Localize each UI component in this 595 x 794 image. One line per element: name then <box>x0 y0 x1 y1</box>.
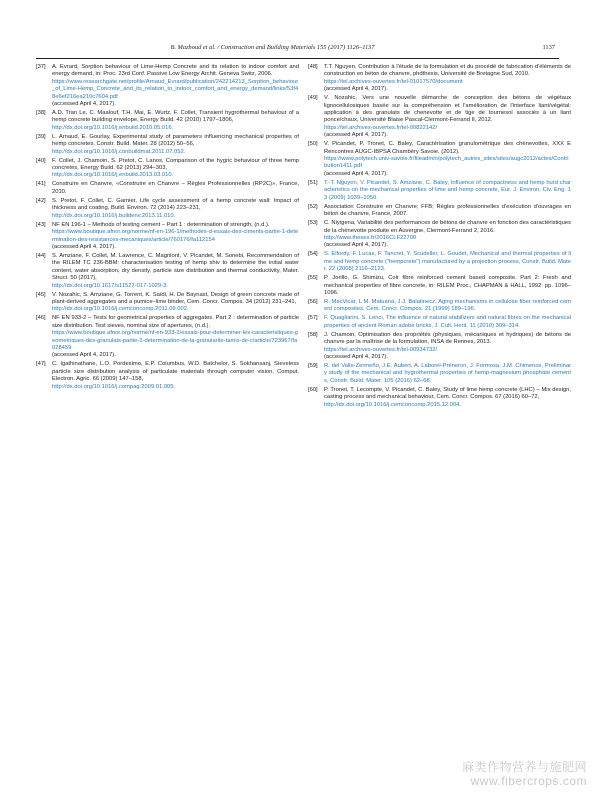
reference-item <box>36 64 299 108</box>
reference-link[interactable]: https://tel.archives-ouvertes.fr/tel-00934732/ <box>324 346 438 353</box>
reference-access-note: (accessed April 4, 2017). <box>52 352 116 359</box>
reference-number: [38] <box>36 110 46 117</box>
reference-number: [51] <box>308 179 318 186</box>
reference-item <box>36 198 299 220</box>
site-watermark <box>462 760 587 788</box>
reference-access-note: (accessed April 4, 2017). <box>52 101 116 108</box>
reference-number: [43] <box>36 221 46 228</box>
reference-text: C. Niyigena, Variabilité des performances de bétons de chanvre en fonction des caractéristiques de la chènevotte produite en Auvergne, Clermont-Ferrand 2, 2016. <box>324 220 571 234</box>
reference-item <box>308 387 571 409</box>
watermark-title: 麻类作物营养与施肥网 <box>461 760 587 774</box>
reference-number: [55] <box>308 275 318 282</box>
reference-number: [52] <box>308 203 318 210</box>
reference-link[interactable]: R. del Valle-Zermeño, J.E. Aubert, A. Laborel-Préneron, J. Formosa, J.M. Chimenos, Preliminary study of the mechanical and hygrothermal properties of hemp-magnesium phosphate cements, Constr. Build. Mater. 105 (2016) 62–68. <box>324 362 571 384</box>
reference-item <box>308 204 571 219</box>
reference-number: [58] <box>308 331 318 338</box>
reference-link[interactable]: http://dx.doi.org/10.1016/j.enbuild.2010.05.016. <box>52 124 174 131</box>
reference-item <box>36 110 299 132</box>
reference-item <box>308 315 571 330</box>
reference-number: [53] <box>308 220 318 227</box>
reference-number: [37] <box>36 64 46 70</box>
reference-number: [41] <box>36 181 46 188</box>
reference-number: [42] <box>36 197 46 204</box>
reference-text: NF EN 933-2 – Tests for geometrical properties of aggregates. Part 2 : determination of particle size distribution. Test sieves, nominal size of apertures, (n.d.). <box>52 315 299 329</box>
reference-item <box>308 363 571 385</box>
reference-text: T.T. Nguyen, Contribution à l'étude de la formulation et du procédé de fabrication d'éléments de construction en béton de chanvre, phdthesis, Université de Bretagne Sud, 2010. <box>324 64 571 78</box>
journal-citation-line: B. Mazhoud et al. / Construction and Building Materials 155 (2017) 1126–1137 <box>170 44 375 51</box>
reference-text: S. Amziane, F. Collet, M. Lawrence, C. Magniont, V. Picandet, M. Sonebi, Recommendation of the RILEM TC 236-BBM: characterisation testing of hemp shiv to determine the initial water content, water absorption, dry density, particle size distribution and thermal conductivity, Mater. Struct. 50 (2017), <box>52 252 299 282</box>
reference-item <box>308 180 571 202</box>
reference-number: [48] <box>308 64 318 70</box>
reference-item <box>308 141 571 178</box>
reference-number: [56] <box>308 298 318 305</box>
reference-item <box>36 315 299 359</box>
reference-item <box>308 299 571 314</box>
reference-item <box>308 95 571 139</box>
reference-link[interactable]: https://www.researchgate.net/profile/Arnaud_Evrard/publication/242214213_Sorption_behaviour_of_Lime-Hemp_Concrete_and_its_relation_to_indoor_comfort_and_energy_demand/links/53f48e6ef216ea210c7604.pdf <box>52 78 299 100</box>
reference-access-note: (accessed April 4, 2017). <box>324 242 388 249</box>
reference-number: [50] <box>308 141 318 148</box>
reference-text: Construire en Chanvre, «Construire en Chanvre – Règles Professionnelles (RP2C)», France, 2010. <box>52 181 299 195</box>
reference-item <box>36 158 299 180</box>
reference-access-note: (accessed April 4, 2017). <box>324 170 388 177</box>
reference-text: L. Arnaud, E. Gourlay, Experimental study of parameters influencing mechanical properties of hemp concretes, Constr. Build. Mater. 28 (2012) 50–56, <box>52 133 299 148</box>
reference-text: Association Construire en Chanvre; FFB; Règles professionnelles d'exécution d'ouvrages en béton de chanvre, France, 2007. <box>324 203 571 218</box>
page-number: 1137 <box>542 44 555 51</box>
reference-text: V. Nozahic, Vers une nouvelle démarche de conception des bétons de végétaux lignocellulosiques basée sur la compréhension et l'amélioration de l'interface liant/végétal: application à des granulats de chenevotte et de tige de tournesol associés à un liant ponce/chaux, Université Blaise Pascal-Clermont-Ferrand II, 2012. <box>324 95 571 124</box>
reference-number: [39] <box>36 133 46 140</box>
reference-link[interactable]: R. MacVicar, L.M. Matuana, J.J. Balatinecz, Aging mechanisms in cellulose fiber reinforced cement composites, Cem. Concr. Compos. 21 (1999) 189–196. <box>324 298 571 313</box>
reference-text: A.D. Tran Le, C. Maalouf, T.H. Mai, E. Wurtz, F. Collet, Transient hygrothermal behaviour of a hemp concrete building envelope, Energy Build. 42 (2010) 1797–1806, <box>52 110 299 124</box>
reference-access-note: (accessed April 4, 2017). <box>324 86 388 93</box>
reference-link[interactable]: http://dx.doi.org/10.1016/j.enbuild.2013.03.010. <box>52 172 174 179</box>
reference-link[interactable]: https://www.polytech.univ-savoie.fr/fileadmin/polytech_autres_sites/sites/augc2012/actes/Contribution1411.pdf <box>324 156 569 170</box>
reference-text: P. Tronet, T. Lecompte, V. Picandet, C. Baley, Study of lime hemp concrete (LHC) – Mix design, casting process and mechanical behaviour, Cem. Concr. Compos. 67 (2016) 60–72, <box>324 386 571 401</box>
reference-item <box>36 361 299 391</box>
reference-text: V. Picandet, P. Tronet, C. Baley, Caractérisation granulométrique des chènevottes, XXX E Rencontres AUGC-IBPSA Chambéry Savoie. (2012). <box>324 141 571 155</box>
reference-item <box>308 332 571 362</box>
reference-number: [49] <box>308 95 318 102</box>
reference-access-note: (accessed April 4, 2017). <box>324 132 388 139</box>
reference-item <box>36 181 299 196</box>
reference-item <box>308 251 571 273</box>
reference-text: C. Igathinathane, L.O. Pordesimo, E.P. Columbus, W.D. Batchelor, S. Sokhansanj, Sieveless particle size distribution analysis of particulate materials through computer vision, Comput. Electron. Agric. 66 (2009) 147–158, <box>52 361 299 383</box>
reference-number: [59] <box>308 362 318 369</box>
reference-link[interactable]: http://www.theses.fr/2016CLF22700 <box>324 234 417 241</box>
reference-access-note: (accessed April 4, 2017). <box>324 353 388 360</box>
reference-item <box>36 222 299 252</box>
reference-link[interactable]: http://dx.doi.org/10.1016/j.cemconcomp.2015.12.004. <box>324 401 461 408</box>
reference-item <box>36 134 299 156</box>
reference-link[interactable]: http://dx.doi.org/10.1016/j.conbuildmat.2011.07.052. <box>52 148 186 155</box>
reference-text: P. Jorillo, G. Shimizu, Coir fibre reinforced cement based composite. Part 2: Fresh and mechanical properties of fibre concrete, in: RILEM Proc., CHAPMAN & HALL, 1992: pp. 1096–1096. <box>324 275 571 296</box>
reference-link[interactable]: https://www.boutique.afnor.org/norme/nf-en-933-2/essais-pour-determiner-les-caracteristiques-geometriques-des-granulats-partie-2-determination-de-la-granularite-tamis-de-c/article/723967/fa028459 <box>52 330 298 351</box>
reference-link[interactable]: http://dx.doi.org/10.1617/s11527-017-1029-3. <box>52 282 168 289</box>
reference-number: [60] <box>308 386 318 393</box>
reference-link[interactable]: T.-T. Nguyen, V. Picandet, S. Amziane, C. Baley, Influence of compactness and hemp hurd characteristics on the mechanical properties of lime and hemp concrete, Eur. J. Environ. Civ. Eng. 13 (2009) 1039–1050. <box>324 179 571 201</box>
reference-link[interactable]: https://tel.archives-ouvertes.fr/tel-01017570/document <box>324 78 463 85</box>
references-column-right <box>308 64 571 411</box>
running-header <box>36 44 559 56</box>
reference-item <box>36 253 299 290</box>
reference-link[interactable]: http://dx.doi.org/10.1016/j.cemconcomp.2011.09.002. <box>52 306 189 313</box>
references-column-left <box>36 64 299 393</box>
reference-item <box>308 220 571 250</box>
header-rule <box>36 58 559 59</box>
reference-link[interactable]: http://dx.doi.org/10.1016/j.compag.2009.01.005. <box>52 383 176 390</box>
reference-number: [45] <box>36 291 46 298</box>
reference-text: V. Nozahic, S. Amziane, G. Torrent, K. Saïdi, H. De Baynast, Design of green concrete made of plant-derived aggregates and a pumice–lime binder, Cem. Concr. Compos. 34 (2012) 231–241, <box>52 291 299 305</box>
reference-item <box>308 275 571 297</box>
reference-text: F. Collet, J. Chamoin, S. Pretot, C. Lanos, Comparison of the hygric behaviour of three hemp concretes, Energy Build. 62 (2013) 294–303, <box>52 157 299 172</box>
reference-item <box>36 292 299 314</box>
reference-text: A. Evrard, Sorption behaviour of Lime-Hemp Concrete and its relation to indoor comfort and energy demand, in: Proc. 23rd Conf. Passive Low Energy Archit. Geneva Switz, 2006. <box>52 64 299 78</box>
reference-item <box>308 64 571 94</box>
reference-number: [46] <box>36 315 46 322</box>
reference-number: [54] <box>308 251 318 258</box>
reference-number: [40] <box>36 157 46 164</box>
reference-number: [44] <box>36 252 46 259</box>
reference-link[interactable]: https://tel.archives-ouvertes.fr/tel-00822142/ <box>324 124 438 131</box>
reference-number: [47] <box>36 361 46 368</box>
reference-text: J. Chamoin, Optimisation des propriétés (physiques, mécaniques et hydriques) de bétons de chanvre par la maîtrise de la formulation, INSA de Rennes, 2013. <box>324 331 571 346</box>
reference-link[interactable]: http://dx.doi.org/10.1016/j.buildenv.2013.11.010. <box>52 212 176 219</box>
reference-link[interactable]: F. Quagliarini, S. Lenci, The influence of natural stabilizers and natural fibres on the mechanical properties of ancient Roman adobe bricks, J. Cult. Herit. 11 (2010) 309–314. <box>324 315 571 329</box>
reference-access-note: (accessed April 4, 2017). <box>52 243 116 250</box>
watermark-url: www.fibercrops.com <box>470 774 587 788</box>
reference-number: [57] <box>308 315 318 322</box>
reference-link[interactable]: https://www.boutique.afnor.org/norme/nf-en-196-1/methodes-d-essais-des-ciments-partie-1-determination-des-resistances-mecaniques/article/760176/fa112154 <box>52 229 299 243</box>
reference-link[interactable]: S. Elfordy, F. Lucas, F. Tancret, Y. Scudeller, L. Goudet, Mechanical and thermal properties of lime and hemp concrete ("hempcrete") manufactured by a projection process, Constr. Build. Mater. 22 (2008) 2116–2123. <box>324 251 571 273</box>
reference-text: S. Pretot, F. Collet, C. Garnier, Life cycle assessment of a hemp concrete wall: Impact of thickness and coating, Build. Environ. 72 (2014) 223–231, <box>52 197 299 212</box>
reference-text: NF EN 196-1 – Methods of testing cement – Part 1 : determination of strength, (n.d.). <box>52 221 270 228</box>
